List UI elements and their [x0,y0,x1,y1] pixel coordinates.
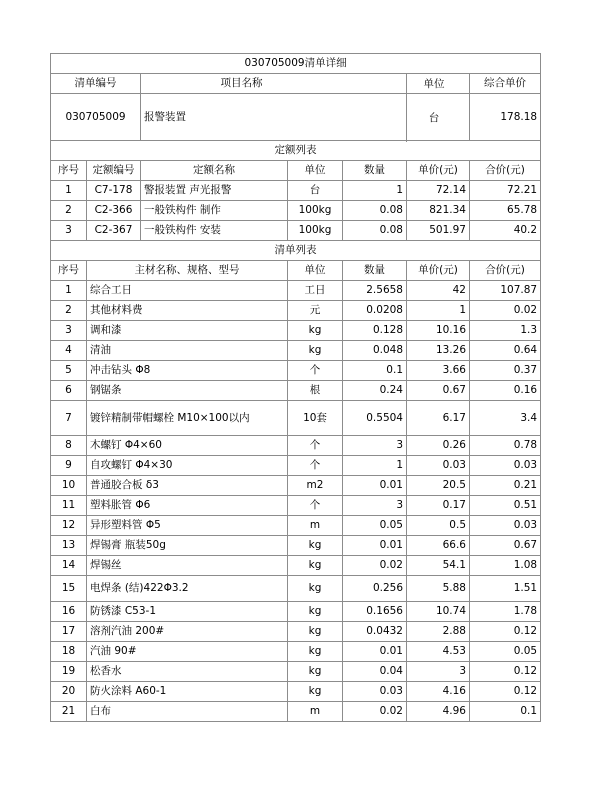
material-row [51,516,541,536]
material-row [51,381,541,401]
page-title: 030705009清单详细 [51,54,541,74]
material-unit: m2 [288,476,343,496]
material-name: 调和漆 [87,321,288,341]
material-qty: 0.1656 [343,602,407,622]
material-row [51,622,541,642]
quota-name: 一般铁构件 安装 [141,221,288,241]
material-price: 0.03 [407,456,470,476]
material-row [51,642,541,662]
material-qty: 0.256 [343,576,407,602]
quota-price: 72.14 [407,181,470,201]
material-name: 防火涂料 A60-1 [87,682,288,702]
material-unit: kg [288,642,343,662]
material-row [51,576,541,602]
material-name: 松香水 [87,662,288,682]
material-row [51,341,541,361]
material-price: 6.17 [407,401,470,436]
summary-name-text: 报警装置 [144,110,186,123]
quota-section-title: 定额列表 [51,141,541,161]
material-no: 7 [51,401,87,436]
material-qty: 0.5504 [343,401,407,436]
material-qty: 0.24 [343,381,407,401]
material-no: 5 [51,361,87,381]
material-unit: 元 [288,301,343,321]
material-price: 3.66 [407,361,470,381]
material-price: 42 [407,281,470,301]
material-total: 0.12 [470,662,541,682]
material-total: 0.03 [470,456,541,476]
summary-price: 178.18 [470,94,541,141]
material-total: 0.64 [470,341,541,361]
material-total: 0.03 [470,516,541,536]
quota-header-qty: 数量 [343,161,407,181]
material-qty: 0.02 [343,702,407,722]
quota-no: 2 [51,201,87,221]
material-row [51,602,541,622]
materials-header-name: 主材名称、规格、型号 [87,261,288,281]
material-unit: kg [288,341,343,361]
material-no: 9 [51,456,87,476]
material-unit: 个 [288,456,343,476]
material-row [51,556,541,576]
material-row [51,496,541,516]
material-name: 汽油 90# [87,642,288,662]
quota-header-total: 合价(元) [470,161,541,181]
material-unit: kg [288,682,343,702]
material-name: 防锈漆 C53-1 [87,602,288,622]
material-qty: 0.1 [343,361,407,381]
material-qty: 0.128 [343,321,407,341]
material-name: 塑料胀管 Φ6 [87,496,288,516]
material-total: 0.12 [470,682,541,702]
material-total: 0.51 [470,496,541,516]
material-name: 综合工日 [87,281,288,301]
material-total: 3.4 [470,401,541,436]
material-no: 1 [51,281,87,301]
material-total: 107.87 [470,281,541,301]
material-qty: 0.03 [343,682,407,702]
material-name: 普通胶合板 δ3 [87,476,288,496]
material-total: 0.05 [470,642,541,662]
material-qty: 3 [343,436,407,456]
material-unit: m [288,702,343,722]
summary-code: 030705009 [51,94,141,141]
material-no: 16 [51,602,87,622]
material-price: 2.88 [407,622,470,642]
material-total: 0.12 [470,622,541,642]
materials-header-qty: 数量 [343,261,407,281]
material-row [51,456,541,476]
material-total: 1.08 [470,556,541,576]
materials-header-total: 合价(元) [470,261,541,281]
material-total: 0.78 [470,436,541,456]
material-price: 0.67 [407,381,470,401]
material-no: 17 [51,622,87,642]
material-unit: 根 [288,381,343,401]
material-no: 6 [51,381,87,401]
quota-code: C2-366 [87,201,141,221]
material-unit: kg [288,536,343,556]
quota-qty: 0.08 [343,221,407,241]
header-name: 项目名称 [141,74,470,94]
quota-qty: 0.08 [343,201,407,221]
material-qty: 0.01 [343,476,407,496]
materials-header-unit: 单位 [288,261,343,281]
material-qty: 0.04 [343,662,407,682]
material-total: 0.16 [470,381,541,401]
material-qty: 0.01 [343,536,407,556]
material-row [51,682,541,702]
material-name: 溶剂汽油 200# [87,622,288,642]
quota-header-code: 定额编号 [87,161,141,181]
material-name: 白布 [87,702,288,722]
material-price: 54.1 [407,556,470,576]
material-unit: 工日 [288,281,343,301]
material-no: 2 [51,301,87,321]
material-price: 1 [407,301,470,321]
summary-unit: 台 [428,112,440,124]
material-no: 11 [51,496,87,516]
quota-price: 821.34 [407,201,470,221]
material-total: 1.78 [470,602,541,622]
material-name: 焊锡丝 [87,556,288,576]
quota-header-price: 单价(元) [407,161,470,181]
material-price: 0.17 [407,496,470,516]
material-total: 1.3 [470,321,541,341]
material-no: 20 [51,682,87,702]
material-name: 焊锡膏 瓶装50g [87,536,288,556]
header-price: 综合单价 [470,74,541,94]
material-price: 4.16 [407,682,470,702]
quota-qty: 1 [343,181,407,201]
material-price: 4.53 [407,642,470,662]
quota-name: 一般铁构件 制作 [141,201,288,221]
material-qty: 0.01 [343,642,407,662]
quota-total: 65.78 [470,201,541,221]
material-price: 13.26 [407,341,470,361]
materials-header-price: 单价(元) [407,261,470,281]
material-qty: 1 [343,456,407,476]
material-row [51,476,541,496]
material-row [51,281,541,301]
material-name: 电焊条 (结)422Φ3.2 [87,576,288,602]
material-unit: kg [288,662,343,682]
material-no: 21 [51,702,87,722]
material-qty: 0.05 [343,516,407,536]
quota-unit: 100kg [288,221,343,241]
quota-unit: 100kg [288,201,343,221]
material-no: 3 [51,321,87,341]
material-qty: 0.0208 [343,301,407,321]
material-price: 10.16 [407,321,470,341]
material-unit: kg [288,576,343,602]
material-name: 钢锯条 [87,381,288,401]
material-row [51,436,541,456]
material-unit: 个 [288,436,343,456]
material-row [51,662,541,682]
material-unit: kg [288,622,343,642]
material-price: 0.26 [407,436,470,456]
material-price: 20.5 [407,476,470,496]
quota-row [51,201,541,221]
material-no: 13 [51,536,87,556]
quota-header-name: 定额名称 [141,161,288,181]
quota-no: 3 [51,221,87,241]
material-row [51,536,541,556]
material-no: 4 [51,341,87,361]
material-price: 0.5 [407,516,470,536]
material-total: 0.1 [470,702,541,722]
material-price: 4.96 [407,702,470,722]
material-no: 15 [51,576,87,602]
quota-code: C2-367 [87,221,141,241]
material-unit: kg [288,321,343,341]
material-no: 8 [51,436,87,456]
material-name: 自攻螺钉 Φ4×30 [87,456,288,476]
material-unit: m [288,516,343,536]
material-row [51,702,541,722]
material-price: 3 [407,662,470,682]
quota-price: 501.97 [407,221,470,241]
material-price: 10.74 [407,602,470,622]
material-qty: 0.048 [343,341,407,361]
material-name: 清油 [87,341,288,361]
material-total: 0.02 [470,301,541,321]
header-unit: 单位 [423,78,445,90]
material-unit: 个 [288,361,343,381]
material-name: 木螺钉 Φ4×60 [87,436,288,456]
material-row [51,401,541,436]
material-name: 异形塑料管 Φ5 [87,516,288,536]
quota-unit: 台 [288,181,343,201]
material-qty: 0.0432 [343,622,407,642]
material-price: 66.6 [407,536,470,556]
material-no: 19 [51,662,87,682]
quota-header-unit: 单位 [288,161,343,181]
materials-section-title: 清单列表 [51,241,541,261]
material-name: 镀锌精制带帽螺栓 M10×100以内 [87,401,288,436]
material-no: 10 [51,476,87,496]
quota-code: C7-178 [87,181,141,201]
quota-total: 40.2 [470,221,541,241]
summary-unit-divider [406,73,407,142]
material-no: 18 [51,642,87,662]
materials-header-no: 序号 [51,261,87,281]
material-row [51,321,541,341]
material-unit: 10套 [288,401,343,436]
material-unit: kg [288,556,343,576]
detail-table [50,53,541,722]
material-row [51,301,541,321]
material-unit: 个 [288,496,343,516]
material-qty: 2.5658 [343,281,407,301]
material-qty: 3 [343,496,407,516]
material-total: 1.51 [470,576,541,602]
material-no: 12 [51,516,87,536]
material-row [51,361,541,381]
quota-header-no: 序号 [51,161,87,181]
quota-row [51,221,541,241]
quota-name: 警报装置 声光报警 [141,181,288,201]
material-name: 冲击钻头 Φ8 [87,361,288,381]
material-total: 0.67 [470,536,541,556]
material-name: 其他材料费 [87,301,288,321]
material-price: 5.88 [407,576,470,602]
material-qty: 0.02 [343,556,407,576]
material-no: 14 [51,556,87,576]
material-total: 0.37 [470,361,541,381]
header-code: 清单编号 [51,74,141,94]
quota-total: 72.21 [470,181,541,201]
material-total: 0.21 [470,476,541,496]
quota-row [51,181,541,201]
quota-no: 1 [51,181,87,201]
material-unit: kg [288,602,343,622]
